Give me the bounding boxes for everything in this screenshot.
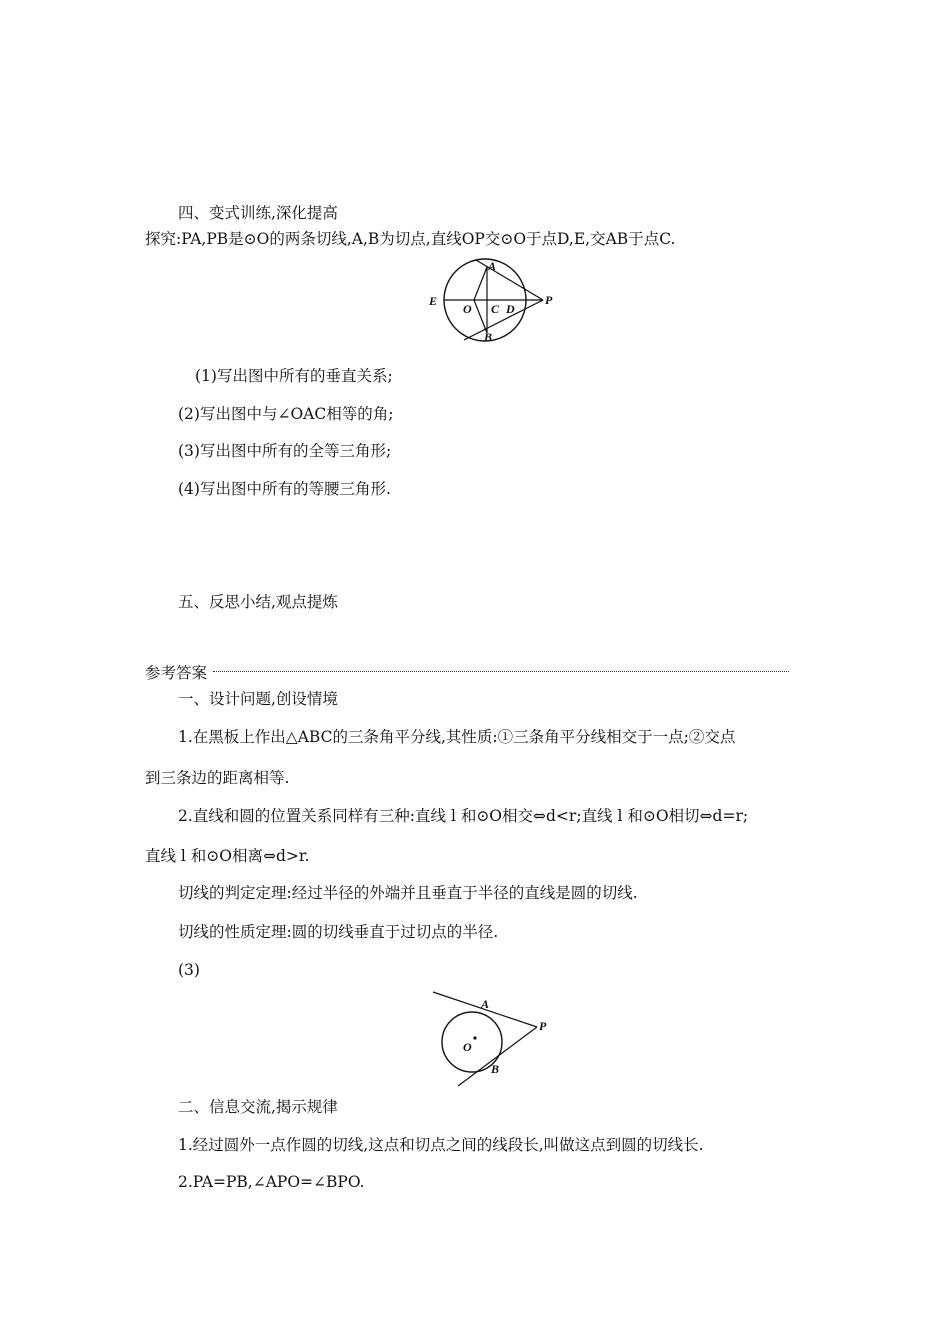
theorem-property: 切线的性质定理:圆的切线垂直于过切点的半径.: [178, 923, 499, 941]
question-3: (3)写出图中所有的全等三角形;: [178, 442, 392, 460]
label-p: P: [545, 293, 553, 307]
label-c: C: [491, 302, 500, 316]
label-e: E: [429, 294, 438, 308]
question-4: (4)写出图中所有的等腰三角形.: [178, 480, 391, 498]
theorem-judgment: 切线的判定定理:经过半径的外端并且垂直于半径的直线是圆的切线.: [178, 884, 638, 902]
section4-heading: 四、变式训练,深化提高: [178, 204, 338, 222]
answer-b2: 2.PA=PB,∠APO=∠BPO.: [178, 1173, 365, 1191]
dotted-separator: [213, 671, 789, 672]
label-o: O: [463, 1040, 472, 1054]
label-p: P: [539, 1019, 547, 1033]
answer-b1: 1.经过圆外一点作圆的切线,这点和切点之间的线段长,叫做这点到圆的切线长.: [178, 1136, 704, 1154]
label-a: A: [481, 997, 490, 1011]
question-1: (1)写出图中所有的垂直关系;: [195, 367, 393, 385]
radius-oa: [474, 267, 487, 300]
label-b: B: [491, 1062, 500, 1076]
answer1-line2: 到三条边的距离相等.: [145, 769, 290, 787]
tangent-pa: [476, 260, 543, 300]
label-b: B: [484, 330, 493, 344]
question-2: (2)写出图中与∠OAC相等的角;: [178, 405, 394, 423]
answer2-line1: 2.直线和圆的位置关系同样有三种:直线 l 和⊙O相交⇔d<r;直线 l 和⊙O相切⇔d=r;: [178, 807, 749, 825]
tangent-diagram-2: [425, 985, 565, 1090]
tangent-diagram-1: [420, 255, 570, 347]
explore-problem: 探究:PA,PB是⊙O的两条切线,A,B为切点,直线OP交⊙O于点D,E,交AB于点C.: [145, 230, 676, 248]
tangent-pb: [458, 1027, 537, 1086]
answer3-label: (3): [178, 961, 200, 979]
label-a: A: [488, 259, 497, 273]
answer1-line1: 1.在黑板上作出△ABC的三条角平分线,其性质:①三条角平分线相交于一点;②交点: [178, 728, 736, 746]
answers-title: 参考答案: [145, 664, 208, 682]
part2-heading: 二、信息交流,揭示规律: [178, 1098, 338, 1116]
label-o: O: [463, 302, 472, 316]
answer2-line2: 直线 l 和⊙O相离⇔d>r.: [145, 847, 310, 865]
radius-ob: [474, 300, 487, 333]
section5-heading: 五、反思小结,观点提炼: [178, 593, 338, 611]
center-dot: [473, 1036, 476, 1039]
label-d: D: [506, 302, 515, 316]
part1-heading: 一、设计问题,创设情境: [178, 690, 338, 708]
